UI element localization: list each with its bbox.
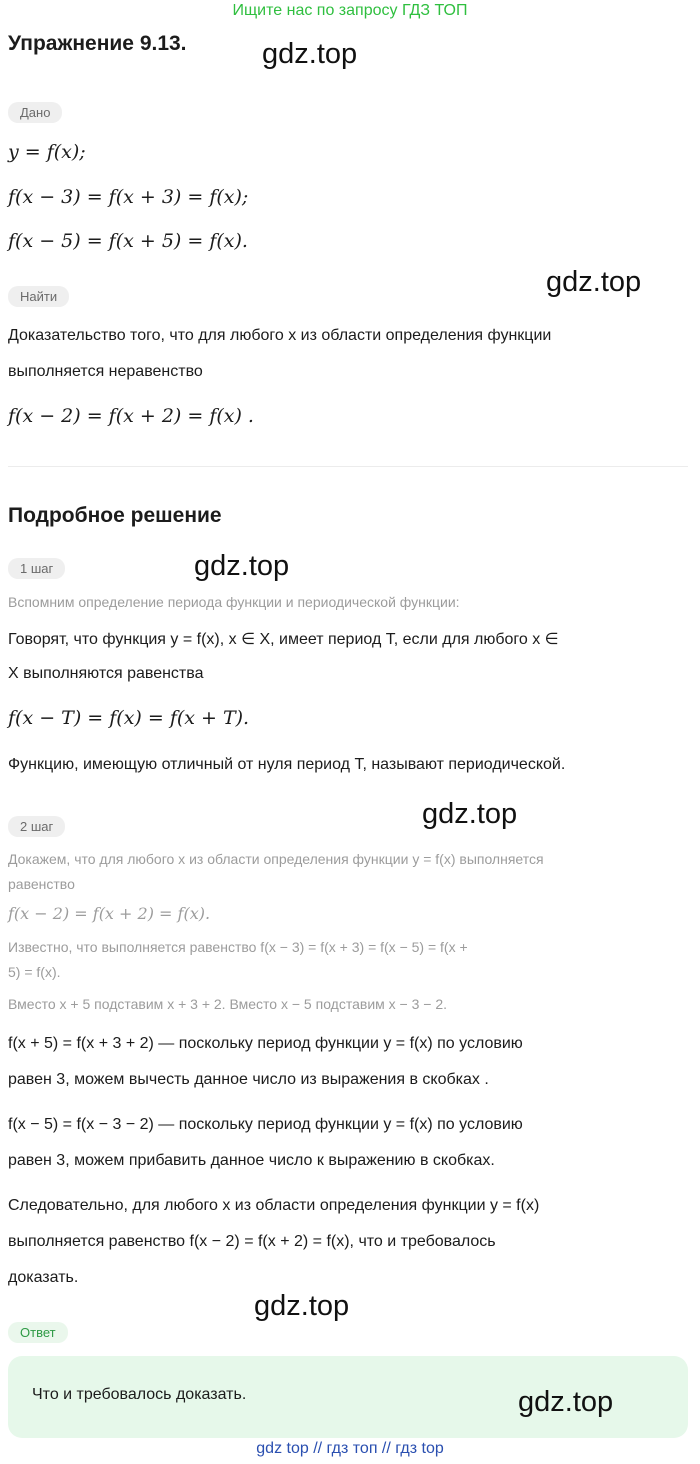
given-formula-2: f(x − 3) = f(x + 3) = f(x); <box>8 186 249 208</box>
given-label: Дано <box>8 102 62 123</box>
given-badge <box>8 102 62 123</box>
step-2-paragraph-3c: доказать. <box>8 1269 79 1286</box>
step-1-intro: Вспомним определение периода функции и периодической функции: <box>8 594 460 610</box>
footer-links[interactable]: gdz top // гдз топ // гдз top <box>256 1440 444 1457</box>
step-2-label: 2 шаг <box>8 816 65 837</box>
step-2-grey-4: Известно, что выполняется равенство f(x − 3) = f(x + 3) = f(x − 5) = f(x + <box>8 939 468 955</box>
step-1-label: 1 шаг <box>8 558 65 579</box>
step-2-paragraph-1b: равен 3, можем вычесть данное число из выражения в скобках . <box>8 1071 489 1088</box>
find-formula: f(x − 2) = f(x + 2) = f(x) . <box>8 405 254 427</box>
step-2-paragraph-2a: f(x − 5) = f(x − 3 − 2) — поскольку период функции y = f(x) по условию <box>8 1116 523 1133</box>
watermark: gdz.top <box>422 798 518 830</box>
find-text-line-2: выполняется неравенство <box>8 363 203 380</box>
watermark: gdz.top <box>518 1386 614 1418</box>
exercise-title: Упражнение 9.13. <box>8 32 187 55</box>
section-divider <box>8 466 688 467</box>
search-banner[interactable]: Ищите нас по запросу ГДЗ ТОП <box>232 2 468 19</box>
step-2-badge <box>8 816 65 837</box>
watermark: gdz.top <box>262 38 358 70</box>
given-formula-3: f(x − 5) = f(x + 5) = f(x). <box>8 230 248 252</box>
watermark: gdz.top <box>194 550 290 582</box>
step-2-grey-3: f(x − 2) = f(x + 2) = f(x). <box>8 904 211 923</box>
step-1-line-1: Говорят, что функция y = f(x), x ∈ X, имеет период T, если для любого x ∈ <box>8 631 559 648</box>
find-label: Найти <box>8 286 69 307</box>
step-2-paragraph-3b: выполняется равенство f(x − 2) = f(x + 2) = f(x), что и требовалось <box>8 1233 496 1250</box>
given-formula-1: y = f(x); <box>8 141 86 163</box>
answer-label: Ответ <box>8 1322 68 1343</box>
step-2-paragraph-2b: равен 3, можем прибавить данное число к выражению в скобках. <box>8 1152 495 1169</box>
step-1-line-2: X выполняются равенства <box>8 665 204 682</box>
watermark: gdz.top <box>546 266 642 298</box>
answer-text: Что и требовалось доказать. <box>32 1386 247 1403</box>
step-2-grey-1: Докажем, что для любого x из области определения функции y = f(x) выполняется <box>8 851 544 867</box>
step-2-paragraph-1a: f(x + 5) = f(x + 3 + 2) — поскольку период функции y = f(x) по условию <box>8 1035 523 1052</box>
step-1-line-3: Функцию, имеющую отличный от нуля период T, называют периодической. <box>8 756 566 773</box>
watermark: gdz.top <box>254 1290 350 1322</box>
solution-heading: Подробное решение <box>8 504 222 527</box>
find-badge <box>8 286 69 307</box>
step-2-grey-2: равенство <box>8 876 75 892</box>
answer-badge <box>8 1322 68 1343</box>
step-2-grey-5: 5) = f(x). <box>8 964 61 980</box>
step-1-badge <box>8 558 65 579</box>
step-2-paragraph-3a: Следовательно, для любого x из области определения функции y = f(x) <box>8 1197 540 1214</box>
step-1-formula: f(x − T) = f(x) = f(x + T). <box>8 707 250 729</box>
find-text-line-1: Доказательство того, что для любого x из области определения функции <box>8 327 552 344</box>
step-2-grey-6: Вместо x + 5 подставим x + 3 + 2. Вместо x − 5 подставим x − 3 − 2. <box>8 996 448 1012</box>
